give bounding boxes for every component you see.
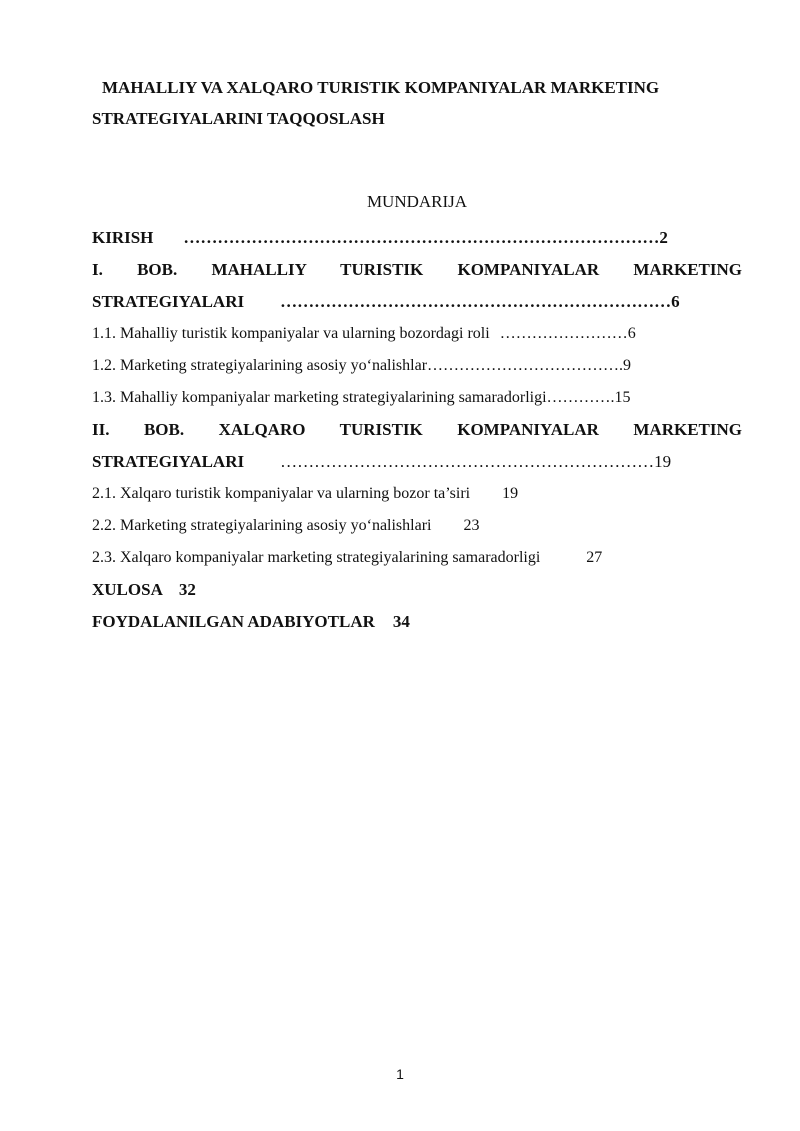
toc-entry-xulosa: [92, 574, 742, 606]
toc-entry-2-3: [92, 542, 742, 574]
toc-label: STRATEGIYALARI: [92, 452, 245, 471]
title-line-1: MAHALLIY VA XALQARO TURISTIK KOMPANIYALAR MARKETING: [102, 78, 660, 97]
toc-entry-2-2: [92, 510, 742, 542]
toc-entry-1-2: [92, 350, 742, 382]
toc-page: 15: [614, 389, 631, 406]
toc-chapter-1-line-2: [92, 286, 742, 318]
toc-leader: ……………………………….: [427, 357, 624, 374]
toc-page: 34: [392, 612, 410, 631]
toc-chapter-2-line-2: [92, 446, 742, 478]
toc-leader: ……………………: [499, 325, 628, 342]
toc-leader: ……………………………………………………………: [280, 292, 672, 311]
toc-label: 2.1. Xalqaro turistik kompaniyalar va ularning bozor ta’siri: [92, 485, 471, 502]
toc-chapter-2-line-1: II. BOB. XALQARO TURISTIK KOMPANIYALAR MARKETING: [92, 420, 742, 439]
toc-label: XULOSA: [92, 580, 163, 599]
toc-page: 2: [659, 228, 668, 247]
toc-page: 6: [671, 292, 680, 311]
toc-page: 32: [178, 580, 196, 599]
toc-label: 2.3. Xalqaro kompaniyalar marketing strategiyalarining samaradorligi: [92, 549, 541, 566]
toc-label: 1.2. Marketing strategiyalarining asosiy yo‘nalishlar: [92, 357, 428, 374]
toc-leader: ………….: [546, 389, 615, 406]
toc-label: KIRISH: [92, 228, 154, 247]
toc-label: 1.3. Mahalliy kompaniyalar marketing strategiyalarining samaradorligi: [92, 389, 547, 406]
toc-entry-adabiyotlar: [92, 606, 742, 638]
title-line-2: STRATEGIYALARINI TAQQOSLASH: [92, 109, 385, 128]
toc-entry-2-1: [92, 478, 742, 510]
toc-page: 9: [623, 357, 632, 374]
toc-page: 23: [463, 517, 480, 534]
toc-leader: …………………………………………………………: [280, 452, 655, 471]
toc-label: 1.1. Mahalliy turistik kompaniyalar va ularning bozordagi roli: [92, 325, 490, 342]
toc-page: 19: [654, 452, 672, 471]
toc-page: 27: [586, 549, 603, 566]
toc-label: STRATEGIYALARI: [92, 292, 245, 311]
toc-entry-kirish: [92, 222, 742, 254]
toc-page: 6: [627, 325, 636, 342]
toc-entry-1-1: [92, 318, 742, 350]
toc-page: 19: [502, 485, 519, 502]
table-of-contents: [92, 222, 742, 638]
toc-leader: …………………………………………………………………………: [183, 228, 660, 247]
toc-label: 2.2. Marketing strategiyalarining asosiy yo‘nalishlari: [92, 517, 432, 534]
toc-label: FOYDALANILGAN ADABIYOTLAR: [92, 612, 375, 631]
document-title: [92, 72, 742, 134]
contents-heading: MUNDARIJA: [366, 192, 468, 211]
toc-entry-1-3: [92, 382, 742, 414]
page-number: 1: [396, 1066, 404, 1082]
toc-chapter-1-line-1: I. BOB. MAHALLIY TURISTIK KOMPANIYALAR MARKETING: [92, 260, 742, 279]
document-page: [92, 72, 742, 638]
